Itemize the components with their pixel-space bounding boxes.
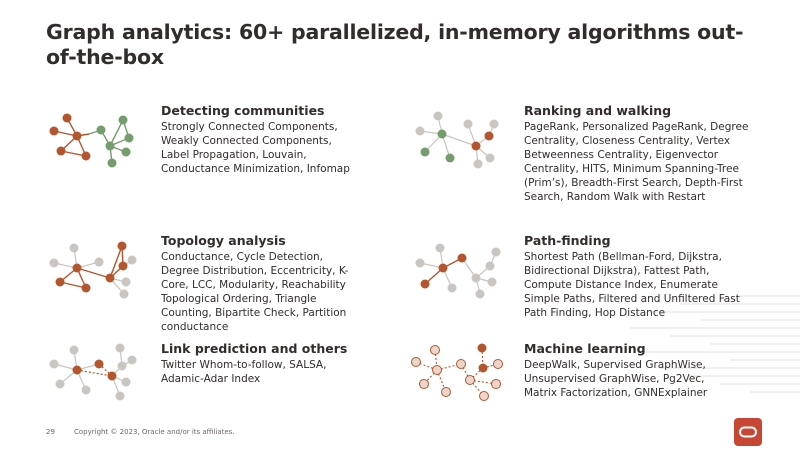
section-title: Ranking and walking: [524, 103, 672, 118]
section-body: Conductance, Cycle Detection, Degree Distribution, Eccentricity, K-Core, LCC, Modularity, Reachability Topological Ordering, Triangle Counting, Bipartite Check, Partition conductance: [161, 251, 349, 333]
section-body: Strongly Connected Components, Weakly Connected Components, Label Propagation, Louvain, Conductance Minimization, Infomap: [161, 121, 350, 175]
oracle-logo-icon: [734, 418, 762, 446]
section-title: Path-finding: [524, 233, 611, 248]
section-body: Twitter Whom-to-follow, SALSA, Adamic-Adar Index: [161, 359, 327, 385]
link-graph-icon: [44, 342, 144, 407]
section-title: Machine learning: [524, 341, 646, 356]
ranking-graph-icon: [410, 106, 510, 176]
page-number: 29: [46, 428, 55, 436]
section-body: DeepWalk, Supervised GraphWise, Unsupervised GraphWise, Pg2Vec, Matrix Factorization, GNNExplainer: [524, 359, 708, 399]
section-title: Link prediction and others: [161, 341, 348, 356]
path-graph-icon: [410, 238, 510, 308]
community-graph-icon: [44, 106, 144, 176]
section-title: Topology analysis: [161, 233, 286, 248]
copyright-text: Copyright © 2023, Oracle and/or its affiliates.: [74, 428, 235, 436]
page-title: Graph analytics: 60+ parallelized, in-memory algorithms out-of-the-box: [46, 20, 744, 69]
section-body: PageRank, Personalized PageRank, Degree Centrality, Closeness Centrality, Vertex Betweenness Centrality, Eigenvector Centrality, HITS, Minimum Spanning-Tree (Prim’s), Breadth-First Search, Depth-First Search, Random Walk with Restart: [524, 121, 749, 203]
topology-graph-icon: [44, 238, 144, 308]
section-title: Detecting communities: [161, 103, 325, 118]
ml-graph-icon: [408, 340, 508, 405]
section-body: Shortest Path (Bellman-Ford, Dijkstra, Bidirectional Dijkstra), Fattest Path, Compute Distance Index, Enumerate Simple Paths, Filtered and Unfiltered Fast Path Finding, Hop Distance: [524, 251, 740, 319]
